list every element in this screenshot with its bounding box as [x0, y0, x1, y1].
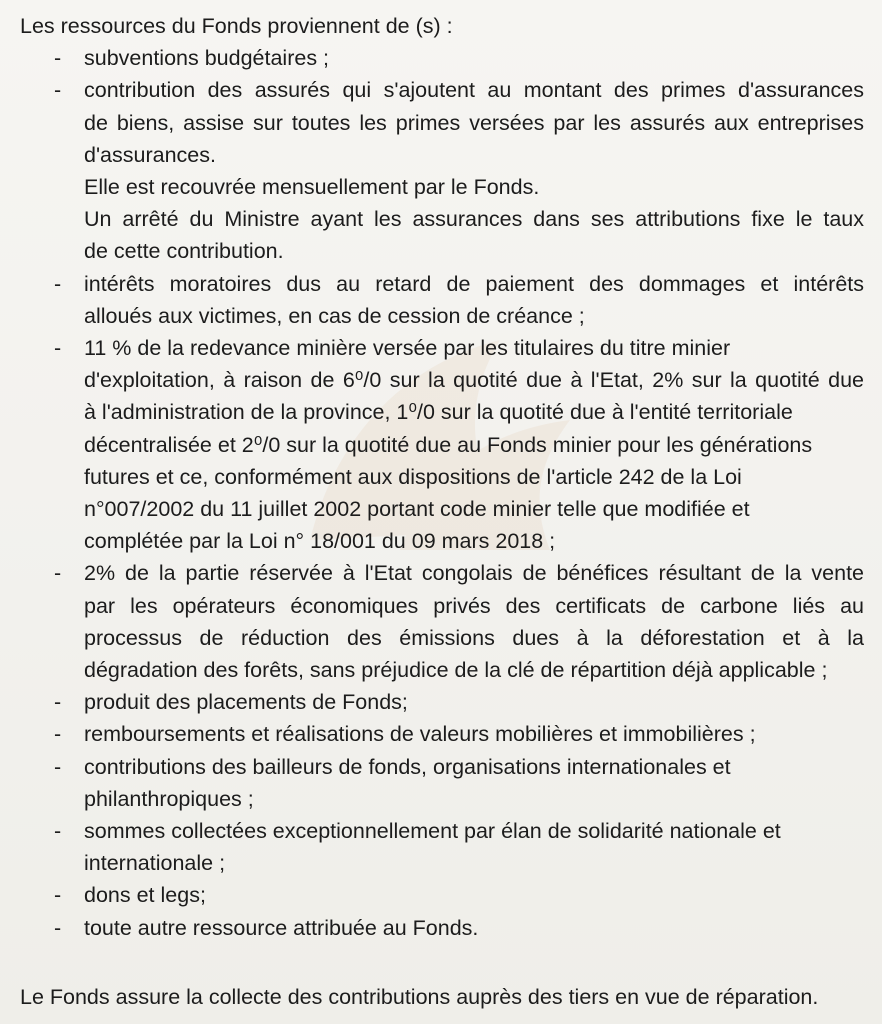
- item-line: internationale ;: [84, 851, 226, 876]
- item-line: contributions des bailleurs de fonds, organisations internationales et: [84, 754, 731, 779]
- item-line: Elle est recouvrée mensuellement par le Fonds.: [84, 175, 540, 200]
- bullet-dash: -: [54, 271, 62, 296]
- bullet-dash: -: [54, 883, 62, 908]
- item-line: d'exploitation, à raison de 6⁰/0 sur la quotité due à l'Etat, 2% sur la quotité due: [84, 368, 864, 393]
- item-line: contribution des assurés qui s'ajoutent au montant des primes d'assurances: [84, 78, 864, 103]
- item-line: de cette contribution.: [84, 239, 284, 264]
- item-line: 2% de la partie réservée à l'Etat congolais de bénéfices résultant de la vente: [84, 561, 864, 586]
- closing-paragraph: Le Fonds assure la collecte des contributions auprès des tiers en vue de réparation.: [20, 984, 819, 1009]
- item-line: philanthropiques ;: [84, 786, 254, 811]
- item-line: 11 % de la redevance minière versée par les titulaires du titre minier: [84, 336, 731, 361]
- list-item: [20, 815, 864, 879]
- item-line: processus de réduction des émissions dues à la déforestation et à la: [84, 625, 864, 650]
- resource-list: [20, 42, 864, 944]
- bullet-dash: -: [54, 915, 62, 940]
- bullet-dash: -: [54, 754, 62, 779]
- item-line: par les opérateurs économiques privés des certificats de carbone liés au: [84, 593, 864, 618]
- item-line: alloués aux victimes, en cas de cession de créance ;: [84, 303, 585, 328]
- item-line: à l'administration de la province, 1⁰/0 sur la quotité due à l'entité territoriale: [84, 400, 793, 425]
- item-line: dégradation des forêts, sans préjudice de la clé de répartition déjà applicable ;: [84, 658, 828, 683]
- item-line: dons et legs;: [84, 883, 206, 908]
- item-line: futures et ce, conformément aux dispositions de l'article 242 de la Loi: [84, 464, 742, 489]
- bullet-dash: -: [54, 46, 62, 71]
- bullet-dash: -: [54, 819, 62, 844]
- item-line: d'assurances.: [84, 142, 216, 167]
- list-item: [20, 751, 864, 815]
- item-line: sommes collectées exceptionnellement par élan de solidarité nationale et: [84, 819, 781, 844]
- list-item: [20, 879, 864, 911]
- list-item: [20, 718, 864, 750]
- intro-text: Les ressources du Fonds proviennent de (s) :: [20, 14, 453, 38]
- bullet-dash: -: [54, 722, 62, 747]
- bullet-dash: -: [54, 561, 62, 586]
- list-item: [20, 557, 864, 686]
- item-line: intérêts moratoires dus au retard de paiement des dommages et intérêts: [84, 271, 864, 296]
- item-line: remboursements et réalisations de valeurs mobilières et immobilières ;: [84, 722, 756, 747]
- bullet-dash: -: [54, 78, 62, 103]
- item-line: Un arrêté du Ministre ayant les assurances dans ses attributions fixe le taux: [84, 207, 864, 232]
- bullet-dash: -: [54, 336, 62, 361]
- item-line: toute autre ressource attribuée au Fonds.: [84, 915, 479, 940]
- item-line: décentralisée et 2⁰/0 sur la quotité due au Fonds minier pour les générations: [84, 432, 813, 457]
- item-line: n°007/2002 du 11 juillet 2002 portant code minier telle que modifiée et: [84, 497, 750, 522]
- bullet-dash: -: [54, 690, 62, 715]
- list-item: [20, 686, 864, 718]
- list-item: [20, 74, 864, 267]
- list-item: [20, 42, 864, 74]
- list-item: [20, 332, 864, 557]
- list-item: [20, 912, 864, 944]
- list-item: [20, 268, 864, 332]
- item-line: subventions budgétaires ;: [84, 46, 330, 71]
- item-line: produit des placements de Fonds;: [84, 690, 408, 715]
- item-line: de biens, assise sur toutes les primes versées par les assurés aux entreprises: [84, 110, 864, 135]
- item-line: complétée par la Loi n° 18/001 du 09 mars 2018 ;: [84, 529, 556, 554]
